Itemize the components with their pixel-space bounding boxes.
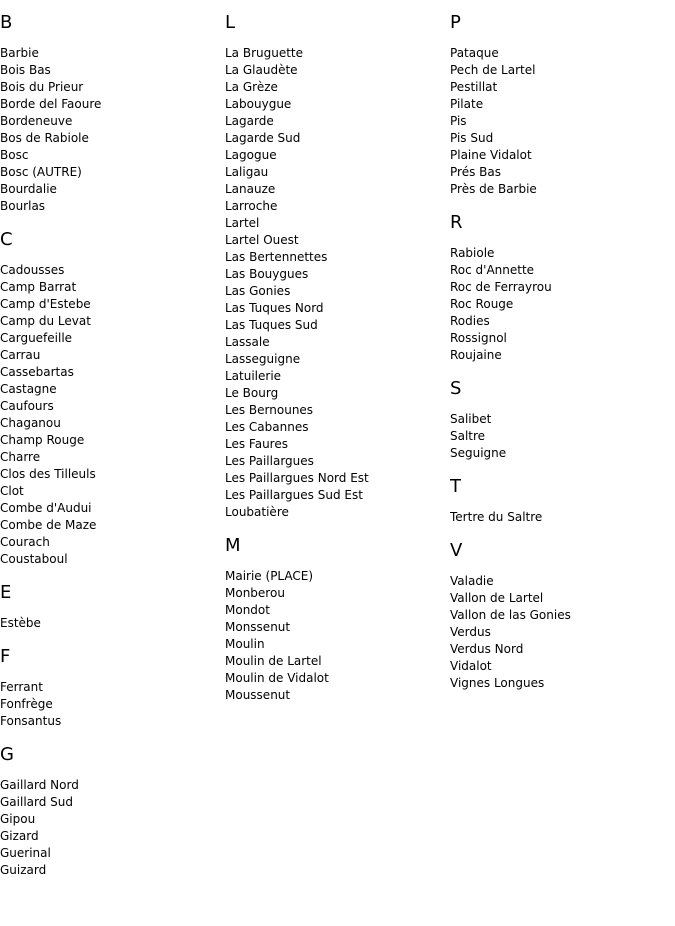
place-link[interactable]: Lagogue [225,148,277,162]
list-item [225,368,450,385]
place-link[interactable]: Barbie [0,46,39,60]
list-item [0,398,225,415]
list-item [225,436,450,453]
place-link[interactable]: Valadie [450,574,494,588]
list-item [0,279,225,296]
list-item [225,266,450,283]
list-item [0,181,225,198]
place-link[interactable]: Seguigne [450,446,507,460]
list-item [0,845,225,862]
place-link[interactable]: Las Tuques Nord [225,301,324,315]
list-item [225,670,450,687]
entry-list [0,45,225,215]
place-link[interactable]: La Grèze [225,80,278,94]
place-link[interactable]: Lagarde Sud [225,131,301,145]
place-link[interactable]: Fonsantus [0,714,62,728]
list-item [450,79,675,96]
list-item [225,602,450,619]
place-link[interactable]: Camp d'Estebe [0,297,91,311]
list-item [450,590,675,607]
list-item [0,313,225,330]
entry-list [450,245,675,364]
place-link[interactable]: Bois du Prieur [0,80,84,94]
list-item [0,777,225,794]
list-item [225,317,450,334]
place-link[interactable]: Latuilerie [225,369,282,383]
list-item [450,130,675,147]
place-link[interactable]: La Glaudète [225,63,298,77]
place-link[interactable]: Pilate [450,97,484,111]
entry-list [225,45,450,521]
place-link[interactable]: Vallon de Lartel [450,591,544,605]
place-link[interactable]: Pataque [450,46,499,60]
list-item [0,828,225,845]
list-item [0,551,225,568]
list-item [0,330,225,347]
list-item [225,96,450,113]
list-item [0,130,225,147]
place-link[interactable]: Pestillat [450,80,498,94]
letter-section [450,477,675,526]
list-item [0,296,225,313]
place-link[interactable]: Coustaboul [0,552,68,566]
place-link[interactable]: Labouygue [225,97,292,111]
place-link[interactable]: Bosc (AUTRE) [0,165,82,179]
list-item [450,147,675,164]
place-link[interactable]: Tertre du Saltre [450,510,543,524]
place-link[interactable]: Las Gonies [225,284,291,298]
list-item [225,181,450,198]
list-item [225,232,450,249]
place-link[interactable]: Guerinal [0,846,51,860]
list-item [450,330,675,347]
list-item [225,636,450,653]
letter-section [450,379,675,462]
list-item [450,279,675,296]
place-link[interactable]: Vignes Longues [450,676,545,690]
place-link[interactable]: Moulin de Vidalot [225,671,329,685]
section-letter-heading: L [225,12,236,33]
list-item [225,568,450,585]
place-link[interactable]: Ferrant [0,680,43,694]
section-letter-heading: G [0,744,14,765]
place-link[interactable]: Roc de Ferrayrou [450,280,552,294]
place-link[interactable]: Carrau [0,348,41,362]
list-item [0,147,225,164]
place-link[interactable]: Lasseguigne [225,352,301,366]
place-link[interactable]: Lartel [225,216,260,230]
list-item [0,198,225,215]
place-link[interactable]: Moulin [225,637,265,651]
list-item [225,130,450,147]
section-letter-heading: B [0,12,13,33]
list-item [0,483,225,500]
place-link[interactable]: Moulin de Lartel [225,654,322,668]
letter-section [0,745,225,879]
list-item [225,283,450,300]
place-link[interactable]: Mairie (PLACE) [225,569,314,583]
list-item [450,411,675,428]
list-item [0,713,225,730]
entry-list [450,45,675,198]
place-link[interactable]: Loubatière [225,505,289,519]
list-item [225,470,450,487]
list-item [225,419,450,436]
list-item [450,509,675,526]
place-link[interactable]: Verdus Nord [450,642,524,656]
index-column [0,13,225,894]
list-item [0,679,225,696]
place-link[interactable]: Rabiole [450,246,495,260]
entry-list [225,568,450,704]
list-item [225,215,450,232]
list-item [0,862,225,879]
place-link[interactable]: Lassale [225,335,270,349]
list-item [0,164,225,181]
list-item [225,487,450,504]
place-link[interactable]: Las Tuques Sud [225,318,318,332]
place-link[interactable]: Combe d'Audui [0,501,92,515]
place-link[interactable]: Combe de Maze [0,518,97,532]
place-link[interactable]: Estèbe [0,616,41,630]
list-item [225,453,450,470]
index-column [225,13,450,719]
place-link[interactable]: Monberou [225,586,285,600]
section-letter-heading: T [450,476,461,497]
place-link[interactable]: Rodies [450,314,490,328]
list-item [450,113,675,130]
letter-section [450,213,675,364]
list-item [450,313,675,330]
place-link[interactable]: Monssenut [225,620,291,634]
section-letter-heading: F [0,646,11,667]
entry-list [450,411,675,462]
entry-list [0,615,225,632]
letter-section [0,583,225,632]
place-link[interactable]: Moussenut [225,688,291,702]
place-link[interactable]: Saltre [450,429,486,443]
place-link[interactable]: Roujaine [450,348,502,362]
place-link[interactable]: Vidalot [450,659,492,673]
place-link[interactable]: Castagne [0,382,57,396]
list-item [450,262,675,279]
place-link[interactable]: Gaillard Sud [0,795,74,809]
place-link[interactable]: Roc d'Annette [450,263,535,277]
place-link[interactable]: Les Faures [225,437,288,451]
list-item [0,262,225,279]
place-link[interactable]: Lanauze [225,182,276,196]
list-item [450,62,675,79]
place-link[interactable]: Bos de Rabiole [0,131,89,145]
place-link[interactable]: Champ Rouge [0,433,85,447]
list-item [0,113,225,130]
place-link[interactable]: Les Paillargues Nord Est [225,471,369,485]
list-item [225,653,450,670]
place-link[interactable]: Guizard [0,863,47,877]
place-link[interactable]: Près de Barbie [450,182,537,196]
list-item [450,181,675,198]
place-link[interactable]: Clot [0,484,24,498]
place-link[interactable]: La Bruguette [225,46,304,60]
place-link[interactable]: Plaine Vidalot [450,148,532,162]
list-item [0,794,225,811]
list-item [225,385,450,402]
list-item [450,607,675,624]
list-item [225,249,450,266]
list-item [225,147,450,164]
place-link[interactable]: Fonfrège [0,697,53,711]
section-letter-heading: M [225,535,241,556]
list-item [0,432,225,449]
list-item [450,641,675,658]
letter-section [0,647,225,730]
place-link[interactable]: Vallon de las Gonies [450,608,571,622]
list-item [450,164,675,181]
place-link[interactable]: Gizard [0,829,39,843]
entry-list [0,777,225,879]
place-link[interactable]: Les Paillargues Sud Est [225,488,363,502]
list-item [450,245,675,262]
place-link[interactable]: Larroche [225,199,278,213]
place-link[interactable]: Camp du Levat [0,314,91,328]
list-item [450,428,675,445]
place-link[interactable]: Caufours [0,399,54,413]
place-link[interactable]: Laligau [225,165,269,179]
place-link[interactable]: Lartel Ouest [225,233,299,247]
place-link[interactable]: Gipou [0,812,36,826]
list-item [0,811,225,828]
place-link[interactable]: Carguefeille [0,331,73,345]
place-link[interactable]: Courach [0,535,50,549]
section-letter-heading: S [450,378,462,399]
place-link[interactable]: Les Bernounes [225,403,314,417]
letter-section [225,536,450,704]
list-item [0,696,225,713]
place-link[interactable]: Gaillard Nord [0,778,79,792]
place-link[interactable]: Bois Bas [0,63,51,77]
entry-list [450,509,675,526]
list-item [450,296,675,313]
place-link[interactable]: Cassebartas [0,365,74,379]
list-item [225,79,450,96]
section-letter-heading: R [450,212,463,233]
place-link[interactable]: Les Paillargues [225,454,314,468]
index-column [450,13,675,707]
place-link[interactable]: Charre [0,450,41,464]
list-item [225,113,450,130]
list-item [450,347,675,364]
place-link[interactable]: Pech de Lartel [450,63,536,77]
letter-section [0,13,225,215]
list-item [0,62,225,79]
list-item [0,517,225,534]
list-item [225,619,450,636]
section-letter-heading: P [450,12,461,33]
place-link[interactable]: Cadousses [0,263,65,277]
place-link[interactable]: Les Cabannes [225,420,309,434]
list-item [225,687,450,704]
list-item [450,624,675,641]
list-item [225,334,450,351]
letter-section [0,230,225,568]
list-item [225,351,450,368]
list-item [225,300,450,317]
section-letter-heading: C [0,229,13,250]
place-link[interactable]: Pis Sud [450,131,494,145]
place-link[interactable]: Pis [450,114,467,128]
place-link[interactable]: Prés Bas [450,165,501,179]
place-link[interactable]: Bourlas [0,199,46,213]
letter-section [225,13,450,521]
list-item [450,445,675,462]
list-item [0,79,225,96]
place-link[interactable]: Rossignol [450,331,507,345]
entry-list [0,262,225,568]
entry-list [450,573,675,692]
place-link[interactable]: Mondot [225,603,270,617]
list-item [0,449,225,466]
place-link[interactable]: Salibet [450,412,492,426]
place-link[interactable]: Verdus [450,625,491,639]
letter-section [450,541,675,692]
list-item [225,164,450,181]
letter-section [450,13,675,198]
place-link[interactable]: Borde del Faoure [0,97,102,111]
list-item [0,364,225,381]
entry-list [0,679,225,730]
list-item [450,96,675,113]
place-link[interactable]: Le Bourg [225,386,279,400]
list-item [225,62,450,79]
section-letter-heading: V [450,540,463,561]
list-item [0,381,225,398]
list-item [450,573,675,590]
list-item [450,658,675,675]
place-link[interactable]: Chaganou [0,416,61,430]
list-item [0,96,225,113]
place-link[interactable]: Bourdalie [0,182,57,196]
place-link[interactable]: Bosc [0,148,29,162]
list-item [0,347,225,364]
section-letter-heading: E [0,582,12,603]
list-item [225,504,450,521]
list-item [0,534,225,551]
place-link[interactable]: Lagarde [225,114,274,128]
list-item [225,45,450,62]
place-link[interactable]: Las Bertennettes [225,250,328,264]
list-item [225,198,450,215]
list-item [0,615,225,632]
place-link[interactable]: Camp Barrat [0,280,77,294]
place-link[interactable]: Bordeneuve [0,114,73,128]
place-link[interactable]: Las Bouygues [225,267,309,281]
list-item [0,415,225,432]
list-item [0,466,225,483]
place-link[interactable]: Roc Rouge [450,297,514,311]
list-item [225,402,450,419]
place-link[interactable]: Clos des Tilleuls [0,467,96,481]
list-item [0,500,225,517]
list-item [225,585,450,602]
list-item [450,675,675,692]
list-item [450,45,675,62]
list-item [0,45,225,62]
